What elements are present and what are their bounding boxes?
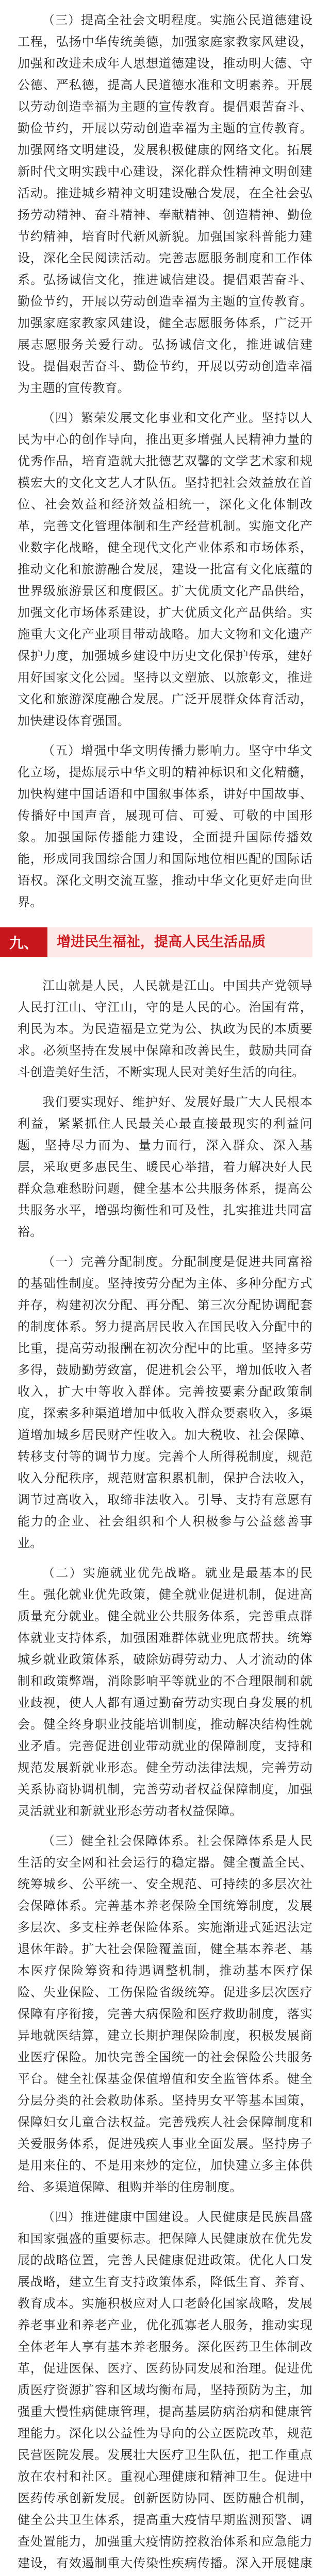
paragraph: （二）实施就业优先战略。就业是最基本的民生。强化就业优先政策，健全就业促进机制，促进高质量充分就业。健全就业公共服务体系，完善重点群体就业支持体系，加强困难群体就业兜底帮扶。统筹城乡就业政策体系，破除妨碍劳动力、人才流动的体制和政策弊端，消除影响平等就业的不合理限制和就业歧视，使人人都有通过勤奋劳动实现自身发展的机会。健全终身职业技能培训制度，推动解决结构性就业矛盾。完善促进创业带动就业的保障制度，支持和规范发展新就业形态。健全劳动法律法规，完善劳动关系协商协调机制，完善劳动者权益保障制度，加强灵活就业和新就业形态劳动者权益保障。 [18,1566,312,1818]
section-title: 增进民生福祉，提高人民生活品质 [57,934,266,950]
paragraph: （四）推进健康中国建设。人民健康是民族昌盛和国家强盛的重要标志。把保障人民健康放在优先发展的战略位置，完善人民健康促进政策。优化人口发展战略，建立生育支持政策体系，降低生育、养育、教育成本。实施积极应对人口老龄化国家战略，发展养老事业和养老产业，优化孤寡老人服务，推动实现全体老年人享有基本养老服务。深化医药卫生体制改革，促进医保、医疗、医药协同发展和治理。促进优质医疗资源扩容和区域均衡布局，坚持预防为主，加强重大慢性病健康管理，提高基层防病治病和健康管理能力。深化以公益性为导向的公立医院改革，规范民营医院发展。发展壮大医疗卫生队伍，把工作重点放在农村和社区。重视心理健康和精神卫生。促进中医药传承创新发展。创新医防协同、医防融合机制，健全公共卫生体系，提高重大疫情早期监测预警、调查处置能力，加强重大疫情防控救治体系和应急能力建设，有效遏制重大传染性疾病传播。深入开展健康 [18,2210,312,2570]
paragraph: （三）提高全社会文明程度。实施公民道德建设工程，弘扬中华传统美德，加强家庭家教家风建设，加强和改进未成年人思想道德建设，推动明大德、守公德、严私德，提高人民道德水准和文明素养。开展以劳动创造幸福为主题的宣传教育。提倡艰苦奋斗、勤俭节约，开展以劳动创造幸福为主题的宣传教育。加强网络文明建设，发展积极健康的网络文化。拓展新时代文明实践中心建设，深化群众性精神文明创建活动。推进城乡精神文明建设融合发展，在全社会弘扬劳动精神、奋斗精神、奉献精神、创造精神、勤俭节约精神，培育时代新风新貌。加强国家科普能力建设，深化全民阅读活动。完善志愿服务制度和工作体系。弘扬诚信文化，推进诚信建设。提倡艰苦奋斗、勤俭节约，开展以劳动创造幸福为主题的宣传教育。加强家庭家教家风建设，健全志愿服务体系，广泛开展志愿服务关爱行动。弘扬诚信文化，推进诚信建设。提倡艰苦奋斗、勤俭节约，开展以劳动创造幸福为主题的宣传教育。 [18,13,312,395]
paragraph: （一）完善分配制度。分配制度是促进共同富裕的基础性制度。坚持按劳分配为主体、多种分配方式并存，构建初次分配、再分配、第三次分配协调配套的制度体系。努力提高居民收入在国民收入分配中的比重，提高劳动报酬在初次分配中的比重。坚持多劳多得，鼓励勤劳致富，促进机会公平，增加低收入者收入，扩大中等收入群体。完善按要素分配政策制度，探索多种渠道增加中低收入群众要素收入，多渠道增加城乡居民财产性收入。加大税收、社会保障、转移支付等的调节力度。完善个人所得税制度，规范收入分配秩序，规范财富积累机制，保护合法收入，调节过高收入，取缔非法收入。引导、支持有意愿有能力的企业、社会组织和个人积极参与公益慈善事业。 [18,1255,312,1550]
paragraph: （五）增强中华文明传播力影响力。坚守中华文化立场，提炼展示中华文明的精神标识和文化精髓，加快构建中国话语和中国叙事体系，讲好中国故事、传播好中国声音，展现可信、可爱、可敬的中国形象。加强国际传播能力建设，全面提升国际传播效能，形成同我国综合国力和国际地位相匹配的国际话语权。深化文明交流互鉴，推动中华文化更好走向世界。 [18,743,312,909]
paragraph: 江山就是人民，人民就是江山。中国共产党领导人民打江山、守江山，守的是人民的心。治国有常，利民为本。为民造福是立党为公、执政为民的本质要求。必须坚持在发展中保障和改善民生，鼓励共同奋斗创造美好生活，不断实现人民对美好生活的向往。 [18,978,312,1079]
paragraph: （四）繁荣发展文化事业和文化产业。坚持以人民为中心的创作导向，推出更多增强人民精神力量的优秀作品，培育造就大批德艺双馨的文学艺术家和规模宏大的文化文艺人才队伍。坚持把社会效益放在首位、社会效益和经济效益相统一，深化文化体制改革，完善文化管理体制和生产经营机制。实施文化产业数字化战略，健全现代文化产业体系和市场体系，推动文化和旅游融合发展，建设一批富有文化底蕴的世界级旅游景区和度假区。扩大优质文化产品供给，加强文化市场体系建设，扩大优质文化产品供给。实施重大文化产业项目带动战略。加大文物和文化遗产保护力度，加强城乡建设中历史文化保护传承，建好用好国家文化公园。坚持以文塑旅、以旅彰文，推进文化和旅游深度融合发展。广泛开展群众体育活动，加快建设体育强国。 [18,411,312,728]
paragraph: （三）健全社会保障体系。社会保障体系是人民生活的安全网和社会运行的稳定器。健全覆盖全民、统筹城乡、公平统一、安全规范、可持续的多层次社会保障体系。完善基本养老保险全国统筹制度，发展多层次、多支柱养老保险体系。实施渐进式延迟法定退休年龄。扩大社会保险覆盖面，健全基本养老、基本医疗保险筹资和待遇调整机制，推动基本医疗保险、失业保险、工伤保险省级统筹。促进多层次医疗保障有序衔接，完善大病保险和医疗救助制度，落实异地就医结算，建立长期护理保险制度，积极发展商业医疗保险。加快完善全国统一的社会保险公共服务平台。健全社保基金保值增值和安全监管体系。健全分层分类的社会救助体系。坚持男女平等基本国策，保障妇女儿童合法权益。完善残疾人社会保障制度和关爱服务体系，促进残疾人事业全面发展。坚持房子是用来住的、不是用来炒的定位，加快建立多主体供给、多渠道保障、租购并举的住房制度。 [18,1834,312,2194]
paragraph: 我们要实现好、维护好、发展好最广大人民根本利益，紧紧抓住人民最关心最直接最现实的利益问题，坚持尽力而为、量力而行，深入群众、深入基层，采取更多惠民生、暖民心举措，着力解决好人民群众急难愁盼问题，健全基本公共服务体系，提高公共服务水平，增强均衡性和可及性，扎实推进共同富裕。 [18,1095,312,1239]
section-number: 九、 [0,927,47,957]
section-heading [0,927,312,957]
